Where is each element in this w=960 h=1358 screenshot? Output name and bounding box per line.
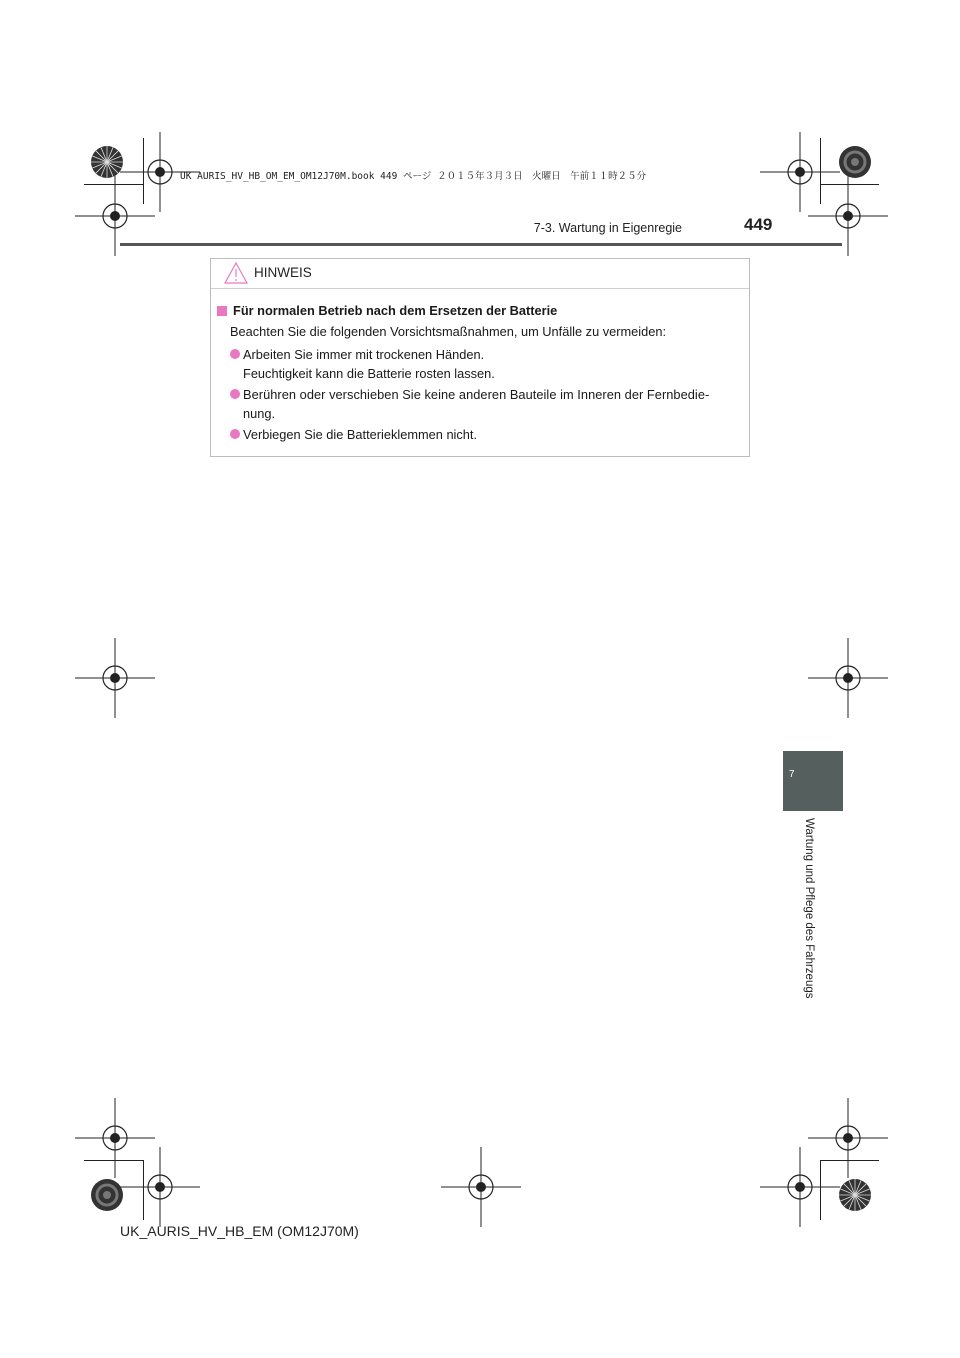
registration-mark bbox=[808, 638, 888, 718]
round-bullet-icon bbox=[230, 349, 240, 359]
list-item-text: nung. bbox=[243, 406, 276, 421]
chapter-title: Wartung und Pflege des Fahrzeugs bbox=[803, 818, 815, 999]
star-target-icon bbox=[90, 1178, 124, 1212]
sub-heading-text: Für normalen Betrieb nach dem Ersetzen der Batterie bbox=[233, 303, 558, 318]
print-file-info: UK AURIS_HV_HB_OM_EM_OM12J70M.book 449 ページ ２０１５年３月３日 火曜日 午前１１時２５分 bbox=[180, 171, 647, 182]
list-item bbox=[230, 345, 746, 383]
notice-box bbox=[210, 258, 750, 457]
sub-heading bbox=[217, 301, 557, 320]
registration-mark bbox=[441, 1147, 521, 1227]
registration-mark bbox=[75, 638, 155, 718]
list-item-text: Feuchtigkeit kann die Batterie rosten lassen. bbox=[243, 366, 495, 381]
list-item bbox=[230, 425, 746, 444]
registration-mark bbox=[120, 1147, 200, 1227]
square-bullet-icon bbox=[217, 306, 227, 316]
list-item-text: Berühren oder verschieben Sie keine anderen Bauteile im Inneren der Fernbedie- bbox=[243, 387, 710, 402]
warning-triangle-icon bbox=[224, 262, 248, 284]
star-target-icon bbox=[838, 145, 872, 179]
intro-text: Beachten Sie die folgenden Vorsichtsmaßnahmen, um Unfälle zu vermeiden: bbox=[230, 324, 667, 339]
chapter-number: 7 bbox=[789, 769, 795, 780]
star-target-icon bbox=[90, 145, 124, 179]
section-title: 7-3. Wartung in Eigenregie bbox=[533, 221, 682, 235]
round-bullet-icon bbox=[230, 389, 240, 399]
list-item bbox=[230, 385, 746, 423]
header-rule bbox=[120, 243, 842, 246]
page-number: 449 bbox=[744, 215, 773, 234]
chapter-tab bbox=[783, 751, 843, 811]
list-item-text: Arbeiten Sie immer mit trockenen Händen. bbox=[243, 347, 485, 362]
list-item-text: Verbiegen Sie die Batterieklemmen nicht. bbox=[243, 427, 478, 442]
round-bullet-icon bbox=[230, 429, 240, 439]
registration-mark bbox=[760, 1147, 840, 1227]
footer-code: UK_AURIS_HV_HB_EM (OM12J70M) bbox=[120, 1223, 359, 1239]
notice-title: HINWEIS bbox=[254, 265, 312, 280]
notice-header bbox=[211, 259, 749, 289]
star-target-icon bbox=[838, 1178, 872, 1212]
